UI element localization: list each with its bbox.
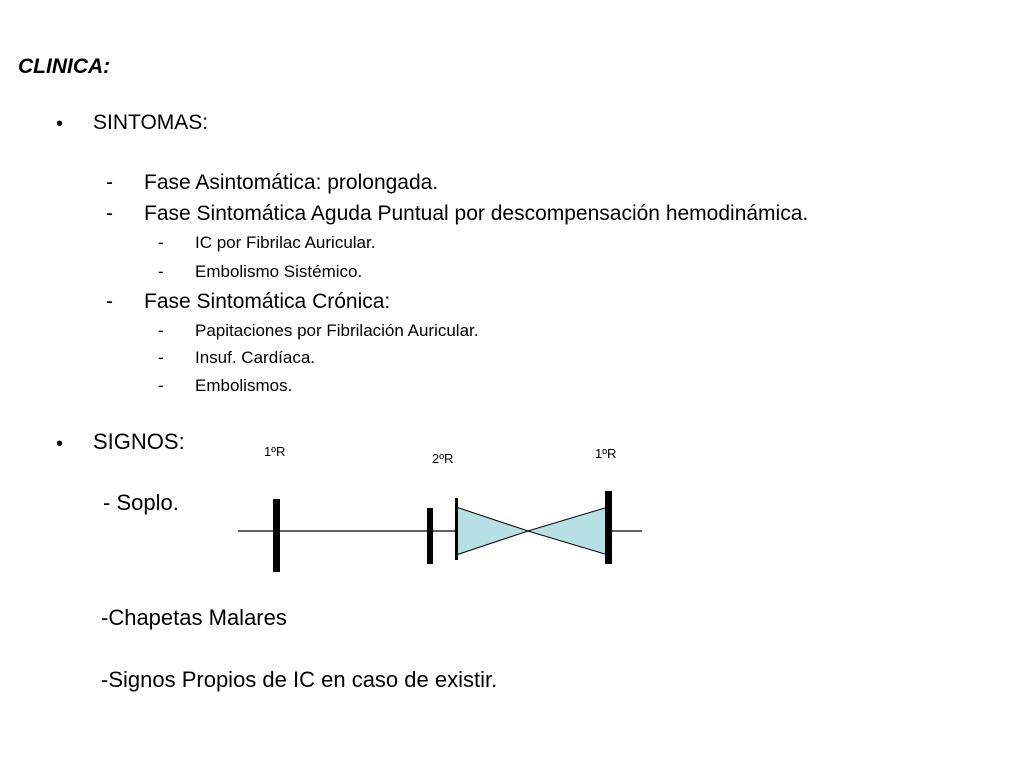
dash-icon: - — [158, 233, 164, 252]
signo-soplo: - Soplo. — [103, 490, 179, 515]
bullet-icon: • — [56, 433, 64, 455]
label-2r: 2ºR — [432, 451, 454, 466]
signo-chapetas: -Chapetas Malares — [101, 605, 287, 630]
sintoma-item: Fase Sintomática Aguda Puntual por descompensación hemodinámica. — [144, 202, 809, 225]
sintoma-subitem: Embolismo Sistémico. — [195, 262, 363, 281]
dash-icon: - — [106, 202, 113, 225]
first-sound-mark-right — [605, 491, 612, 564]
dash-icon: - — [158, 262, 164, 281]
dash-icon: - — [106, 171, 113, 194]
dash-icon: - — [158, 321, 164, 340]
signos-heading: SIGNOS: — [93, 429, 185, 454]
second-sound-mark — [427, 508, 433, 564]
dash-icon: - — [106, 290, 113, 313]
sintomas-heading: SINTOMAS: — [93, 111, 209, 134]
dash-icon: - — [158, 376, 164, 395]
heart-sound-diagram — [230, 480, 650, 580]
sintoma-subitem: Embolismos. — [195, 376, 293, 395]
first-sound-mark-left — [273, 499, 280, 572]
sintoma-subitem: Insuf. Cardíaca. — [195, 348, 316, 367]
sintoma-subitem: IC por Fibrilac Auricular. — [195, 233, 376, 252]
sintoma-item: Fase Asintomática: prolongada. — [144, 171, 439, 194]
murmur-shape — [456, 507, 608, 555]
slide-title: CLINICA: — [18, 55, 111, 78]
sintoma-item: Fase Sintomática Crónica: — [144, 290, 391, 313]
sintoma-subitem: Papitaciones por Fibrilación Auricular. — [195, 321, 479, 340]
second-sound-split-mark — [455, 498, 458, 560]
label-1r-left: 1ºR — [264, 444, 286, 459]
signo-propios: -Signos Propios de IC en caso de existir. — [101, 667, 498, 692]
dash-icon: - — [158, 348, 164, 367]
bullet-icon: • — [56, 113, 64, 135]
label-1r-right: 1ºR — [595, 446, 617, 461]
